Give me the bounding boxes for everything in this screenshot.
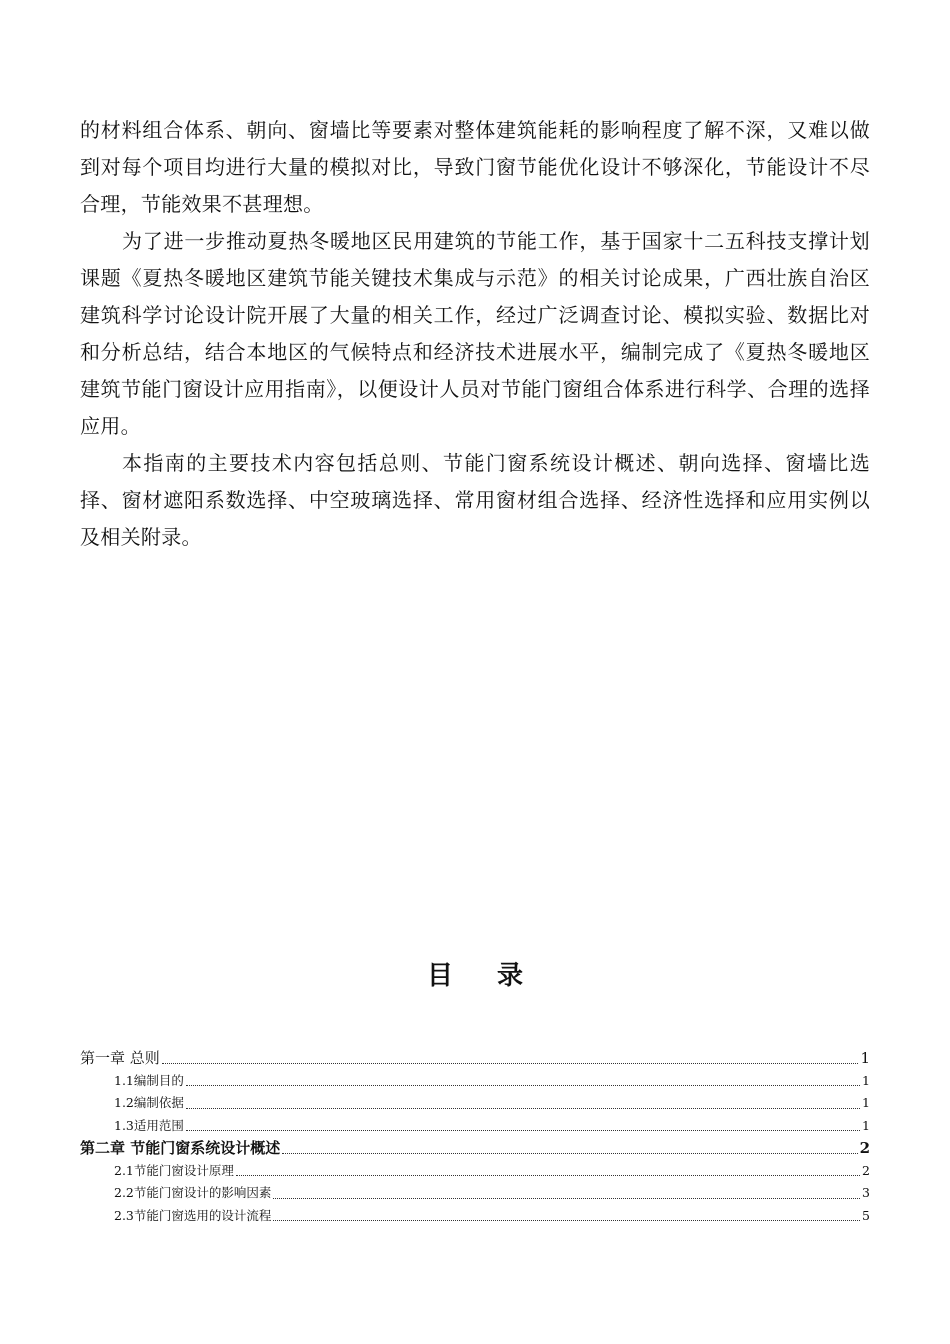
toc-title: 目录 <box>426 961 567 991</box>
toc-entry-page: 3 <box>862 1185 870 1200</box>
toc-leader-dots <box>162 1063 859 1064</box>
body-text <box>80 112 870 556</box>
toc-entry-chapter-2[interactable] <box>80 1137 870 1160</box>
toc-entry-page: 2 <box>862 1162 870 1178</box>
toc-entry-2-1[interactable] <box>80 1160 870 1183</box>
toc-leader-dots <box>236 1175 860 1176</box>
toc-leader-dots <box>273 1220 860 1221</box>
toc-entry-page: 1 <box>862 1072 870 1088</box>
toc-leader-dots <box>282 1153 857 1154</box>
toc-leader-dots <box>186 1108 860 1109</box>
toc-entry-1-3[interactable] <box>80 1115 870 1138</box>
toc-entry-label: 2.1节能门窗设计原理 <box>114 1162 234 1178</box>
toc-entry-page: 1 <box>860 1049 870 1067</box>
toc-entry-label: 2.3节能门窗选用的设计流程 <box>114 1207 272 1223</box>
toc-entry-1-1[interactable] <box>80 1070 870 1093</box>
toc-entry-page: 5 <box>862 1207 870 1223</box>
toc-entry-2-2[interactable] <box>80 1182 870 1205</box>
paragraph-continuation: 的材料组合体系、朝向、窗墙比等要素对整体建筑能耗的影响程度了解不深，又难以做到对每个项目均进行大量的模拟对比，导致门窗节能优化设计不够深化，节能设计不尽合理，节能效果不甚理想。 <box>80 118 870 216</box>
toc-entry-page: 1 <box>862 1117 870 1133</box>
paragraph-contents-summary: 本指南的主要技术内容包括总则、节能门窗系统设计概述、朝向选择、窗墙比选择、窗材遮阳系数选择、中空玻璃选择、常用窗材组合选择、经济性选择和应用实例以及相关附录。 <box>80 451 870 549</box>
toc-entry-label: 1.2编制依据 <box>114 1095 184 1110</box>
toc-entry-label: 第一章 总则 <box>80 1049 160 1067</box>
toc-entry-page: 2 <box>859 1139 870 1157</box>
toc-entry-chapter-1[interactable] <box>80 1047 870 1070</box>
toc-entry-label: 1.1编制目的 <box>114 1072 184 1088</box>
paragraph-background: 为了进一步推动夏热冬暖地区民用建筑的节能工作，基于国家十二五科技支撑计划课题《夏热冬暖地区建筑节能关键技术集成与示范》的相关讨论成果，广西壮族自治区建筑科学讨论设计院开展了大量的相关工作，经过广泛调查讨论、模拟实验、数据比对和分析总结，结合本地区的气候特点和经济技术进展水平，编制完成了《夏热冬暖地区建筑节能门窗设计应用指南》，以便设计人员对节能门窗组合体系进行科学、合理的选择应用。 <box>80 229 870 438</box>
toc-entry-label: 1.3适用范围 <box>114 1117 184 1133</box>
table-of-contents <box>80 1047 870 1227</box>
toc-entry-1-2[interactable] <box>80 1092 870 1115</box>
toc-leader-dots <box>186 1085 860 1086</box>
toc-entry-label: 第二章 节能门窗系统设计概述 <box>80 1139 281 1157</box>
toc-entry-label: 2.2节能门窗设计的影响因素 <box>114 1185 272 1200</box>
toc-leader-dots <box>186 1130 860 1131</box>
toc-leader-dots <box>273 1198 860 1199</box>
toc-entry-page: 1 <box>862 1095 870 1110</box>
toc-entry-2-3[interactable] <box>80 1205 870 1228</box>
